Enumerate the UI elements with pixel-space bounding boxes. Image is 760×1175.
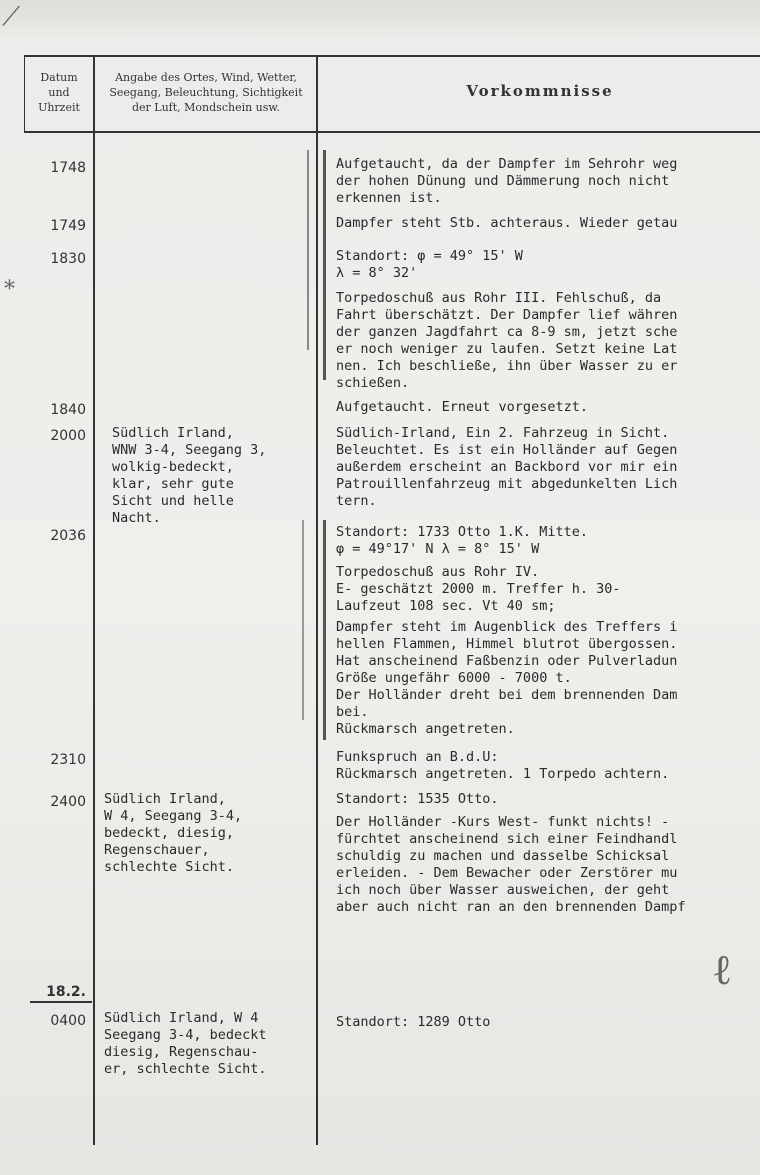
text-line: WNW 3-4, Seegang 3, — [112, 442, 267, 458]
header-events: Vorkommnisse — [466, 82, 614, 100]
text-line: Fahrt überschätzt. Der Dampfer lief währen — [336, 307, 678, 323]
text-line: der Luft, Mondschein usw. — [131, 101, 281, 114]
text-line: aber auch nicht ran an den brennenden Dampf — [336, 899, 686, 915]
text-line: Rückmarsch angetreten. 1 Torpedo achtern. — [336, 766, 670, 782]
header-date-time — [26, 70, 92, 115]
text-line: E- geschätzt 2000 m. Treffer h. 30- — [336, 581, 621, 597]
text-line: λ = 8° 32' — [336, 265, 418, 281]
text-line: Südlich Irland, — [112, 425, 234, 441]
text-line: diesig, Regenschau- — [104, 1044, 259, 1060]
text-line: Beleuchtet. Es ist ein Holländer auf Gegen — [336, 442, 678, 458]
margin-bar-2036 — [323, 520, 326, 740]
text-line: Standort: 1289 Otto — [336, 1014, 491, 1030]
text-line: schießen. — [336, 375, 410, 391]
text-line: Aufgetaucht. Erneut vorgesetzt. — [336, 399, 588, 415]
entry-time: 0400 — [50, 1013, 86, 1029]
text-line: Größe ungefähr 6000 - 7000 t. — [336, 670, 572, 686]
text-line: Südlich-Irland, Ein 2. Fahrzeug in Sicht. — [336, 425, 670, 441]
margin-bar-left-2 — [302, 520, 304, 720]
text-line: Seegang 3-4, bedeckt — [104, 1027, 267, 1043]
entry-events — [336, 399, 588, 416]
text-line: der ganzen Jagdfahrt ca 8-9 sm, jetzt sche — [336, 324, 678, 340]
entry-events — [336, 1014, 490, 1031]
entry-time: 2036 — [50, 528, 86, 544]
text-line: φ = 49°17' N λ = 8° 15' W — [336, 541, 540, 557]
text-line: der hohen Dünung und Dämmerung noch nicht — [336, 173, 670, 189]
text-line: Aufgetaucht, da der Dampfer im Sehrohr weg — [336, 156, 678, 172]
text-line: hellen Flammen, Himmel blutrot übergossen. — [336, 636, 678, 652]
entry-events — [336, 524, 677, 738]
pencil-mark-icon: ⁎ — [4, 270, 15, 295]
col-divider-2 — [316, 55, 318, 1145]
entry-time: 2400 — [50, 794, 86, 810]
text-line: Südlich Irland, — [104, 791, 226, 807]
text-line: Der Holländer dreht bei dem brennenden Dam — [336, 687, 678, 703]
text-line: Seegang, Beleuchtung, Sichtigkeit — [109, 86, 303, 99]
text-line: Dampfer steht Stb. achteraus. Wieder getau — [336, 215, 678, 231]
date-rule — [30, 1001, 92, 1003]
entry-time: 1830 — [50, 251, 86, 267]
text-line: bei. — [336, 704, 369, 720]
text-line: erkennen ist. — [336, 190, 442, 206]
margin-bar-right — [323, 150, 326, 380]
col-divider-1 — [93, 55, 95, 1145]
text-line: Torpedoschuß aus Rohr IV. — [336, 564, 540, 580]
margin-bar-left — [307, 150, 309, 350]
text-line: Südlich Irland, W 4 — [104, 1010, 259, 1026]
entry-time: 1840 — [50, 402, 86, 418]
text-line: Rückmarsch angetreten. — [336, 721, 515, 737]
left-border — [24, 55, 25, 133]
entry-events — [336, 248, 677, 392]
entry-events — [336, 425, 677, 510]
text-line: klar, sehr gute — [112, 476, 234, 492]
text-line: er, schlechte Sicht. — [104, 1061, 267, 1077]
entry-events — [336, 791, 686, 916]
text-line: außerdem erscheint an Backbord vor mir ein — [336, 459, 678, 475]
entry-location — [112, 425, 266, 527]
text-line: Datum — [40, 71, 78, 84]
text-line: Uhrzeit — [38, 101, 80, 114]
text-line: Patrouillenfahrzeug mit abgedunkelten Lich — [336, 476, 678, 492]
text-line: Laufzeut 108 sec. Vt 40 sm; — [336, 598, 556, 614]
text-line: Regenschauer, — [104, 842, 210, 858]
text-line: er noch weniger zu laufen. Setzt keine Lat — [336, 341, 678, 357]
text-line: und — [48, 86, 70, 99]
entry-events — [336, 215, 677, 232]
signature-icon: ℓ — [712, 945, 733, 994]
text-line: ich noch über Wasser ausweichen, der geht — [336, 882, 670, 898]
header-bottom-rule — [24, 131, 760, 133]
entry-events — [336, 749, 669, 783]
text-line: erleiden. - Dem Bewacher oder Zerstörer mu — [336, 865, 678, 881]
text-line: Sicht und helle — [112, 493, 234, 509]
entry-location — [104, 791, 242, 876]
text-line: fürchtet anscheinend sich einer Feindhandl — [336, 831, 678, 847]
text-line: Dampfer steht im Augenblick des Treffers i — [336, 619, 678, 635]
text-line: Torpedoschuß aus Rohr III. Fehlschuß, da — [336, 290, 662, 306]
text-line: Hat anscheinend Faßbenzin oder Pulverladun — [336, 653, 678, 669]
entry-time: 1749 — [50, 218, 86, 234]
text-line: tern. — [336, 493, 377, 509]
text-line: W 4, Seegang 3-4, — [104, 808, 243, 824]
entry-time: 1748 — [50, 160, 86, 176]
text-line: Angabe des Ortes, Wind, Wetter, — [115, 71, 297, 84]
top-rule — [24, 55, 760, 57]
entry-location — [104, 1010, 267, 1078]
text-line: Der Holländer -Kurs West- funkt nichts! - — [336, 814, 670, 830]
text-line: Funkspruch an B.d.U: — [336, 749, 499, 765]
text-line: Standort: 1733 Otto 1.K. Mitte. — [336, 524, 588, 540]
text-line: Nacht. — [112, 510, 161, 526]
header-location-weather — [96, 70, 316, 115]
text-line: Standort: φ = 49° 15' W — [336, 248, 523, 264]
entry-time: 2310 — [50, 752, 86, 768]
text-line: wolkig-bedeckt, — [112, 459, 234, 475]
text-line: nen. Ich beschließe, ihn über Wasser zu er — [336, 358, 678, 374]
entry-time: 2000 — [50, 428, 86, 444]
entry-date: 18.2. — [46, 984, 86, 1000]
text-line: Standort: 1535 Otto. — [336, 791, 499, 807]
entry-events — [336, 156, 677, 207]
corner-mark-icon: ⟋ — [2, 2, 21, 32]
text-line: schuldig zu machen und dasselbe Schicksal — [336, 848, 670, 864]
text-line: bedeckt, diesig, — [104, 825, 235, 841]
text-line: schlechte Sicht. — [104, 859, 235, 875]
